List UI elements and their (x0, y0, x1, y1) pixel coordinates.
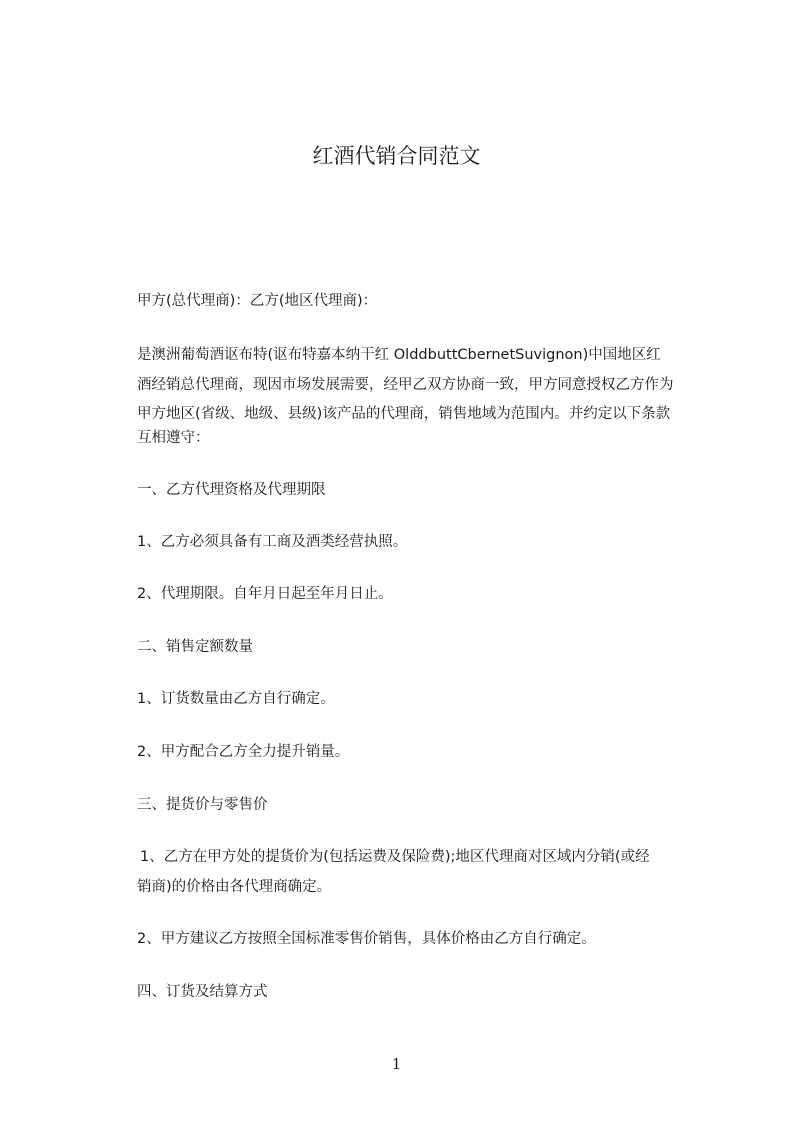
section-2-item-2: 2、甲方配合乙方全力提升销量。 (137, 744, 350, 760)
section-1-item-1: 1、乙方必须具备有工商及酒类经营执照。 (137, 534, 408, 550)
intro-line-1: 是澳洲葡萄酒讴布特(讴布特嘉本纳干红 OlddbuttCbernetSuvignon)中国地区红 (137, 347, 661, 363)
section-2-item-1: 1、订货数量由乙方自行确定。 (137, 691, 335, 707)
section-1-heading: 一、乙方代理资格及代理期限 (137, 482, 326, 498)
parties-line: 甲方(总代理商)：乙方(地区代理商)： (137, 293, 378, 309)
page-number: 1 (391, 1055, 402, 1073)
section-2-heading: 二、销售定额数量 (137, 639, 253, 655)
intro-line-2: 酒经销总代理商，现因市场发展需要，经甲乙双方协商一致，甲方同意授权乙方作为 (137, 377, 674, 393)
document-title: 红酒代销合同范文 (312, 144, 481, 168)
intro-line-3: 甲方地区(省级、地级、县级)该产品的代理商，销售地域为范围内。并约定以下条款 (137, 406, 671, 422)
section-3-item-1-line-2: 销商)的价格由各代理商确定。 (137, 879, 332, 895)
section-3-item-2: 2、甲方建议乙方按照全国标准零售价销售，具体价格由乙方自行确定。 (137, 931, 596, 947)
section-4-heading: 四、订货及结算方式 (137, 984, 268, 1000)
section-3-item-1-line-1: 1、乙方在甲方处的提货价为(包括运费及保险费);地区代理商对区域内分销(或经 (140, 849, 650, 865)
section-1-item-2: 2、代理期限。自年月日起至年月日止。 (137, 586, 393, 602)
section-3-heading: 三、提货价与零售价 (137, 797, 268, 813)
intro-line-4: 互相遵守： (137, 430, 210, 446)
